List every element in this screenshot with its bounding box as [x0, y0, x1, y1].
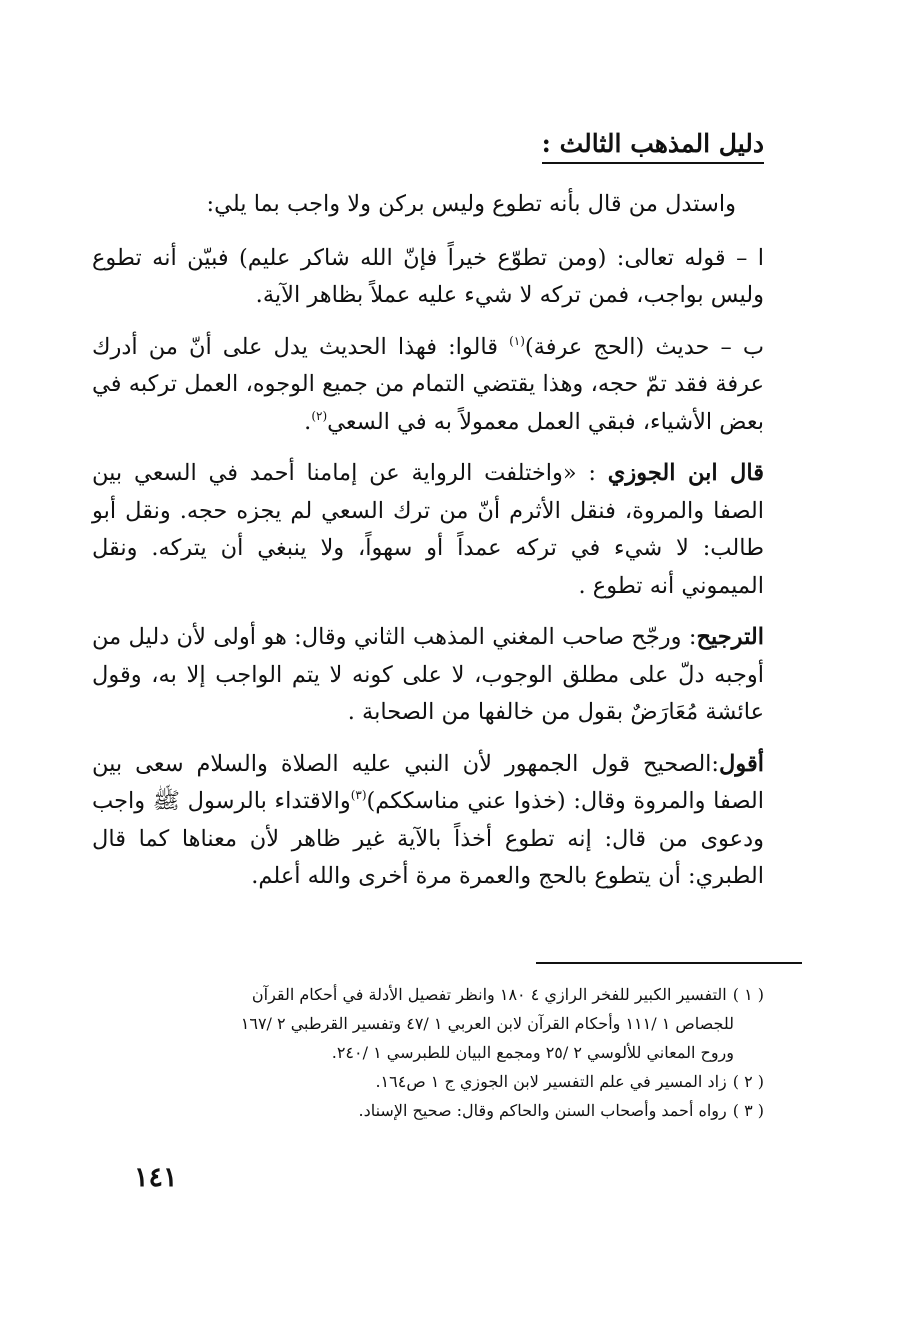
- footnote-ref-1[interactable]: (١): [509, 333, 525, 348]
- footnote-3: [92, 1096, 764, 1125]
- footnote-1: [92, 980, 764, 1009]
- tarjih-lead: الترجيح: [696, 624, 764, 650]
- tarjih-text: : ورجّح صاحب المغني المذهب الثاني وقال: هو أولى لأن دليل من أوجبه دلّ على مطلق الوجوب، لا على كونه لا يتم الواجب إلا به، وقول عائشة مُعَارَضٌ بقول من خالفها من الصحابة .: [92, 624, 764, 725]
- paragraph-ba: [92, 329, 764, 442]
- section-heading: دليل المذهب الثالث :: [542, 128, 764, 164]
- aqul-text: :الصحيح قول الجمهور لأن النبي عليه الصلاة والسلام سعى بين الصفا والمروة وقال: (خذوا عني مناسككم): [92, 750, 764, 814]
- body-text: [92, 186, 764, 910]
- footnote-line: رواه أحمد وأصحاب السنن والحاكم وقال: صحيح الإسناد.: [358, 1101, 727, 1120]
- aqul-end: والاقتداء بالرسول ﷺ واجب ودعوى من قال: إنه تطوع أخذاً بالآية غير ظاهر لأن معناها كما قال الطبري: أن يتطوع بالحج والعمرة مرة أخرى والله أعلم.: [92, 788, 764, 889]
- footnote-number: ( ٣ ): [732, 1101, 764, 1120]
- footnote-line: التفسير الكبير للفخر الرازي ٤ ١٨٠ وانظر تفصيل الأدلة في أحكام القرآن: [251, 985, 727, 1004]
- ba-start: ب – حديث (الحج عرفة): [524, 333, 764, 360]
- footnote-ref-3[interactable]: (٣): [350, 788, 367, 802]
- ba-end: قالوا: فهذا الحديث يدل على أنّ من أدرك عرفة فقد تمّ حجه، وهذا يقتضي التمام من جميع الوجوه، العمل تركبه في بعض الأشياء، فبقي العمل معمولاً به في السعي: [92, 333, 764, 435]
- intro-paragraph: واستدل من قال بأنه تطوع وليس بركن ولا واجب بما يلي:: [206, 191, 736, 217]
- paragraph-ibn-jawzi: [92, 455, 764, 605]
- footnote-line: زاد المسير في علم التفسير لابن الجوزي ج ١ ص١٦٤.: [375, 1072, 727, 1091]
- footnote-2: [92, 1067, 764, 1096]
- ba-tail: .: [304, 408, 312, 435]
- footnote-1-line-3: وروح المعاني للألوسي ٢ /٢٥ ومجمع البيان للطبرسي ١ /٢٤٠.: [331, 1043, 734, 1062]
- paragraph-aqul: [92, 746, 764, 896]
- paragraph-alif: ا – قوله تعالى: (ومن تطوّع خيراً فإنّ الله شاكر عليم) فبيّن أنه تطوع وليس بواجب، فمن تركه لا شيء عليه عملاً بظاهر الآية.: [92, 244, 764, 308]
- paragraph-tarjih: [92, 619, 764, 732]
- footnotes: [92, 980, 764, 1125]
- page-number: ١٤١: [134, 1162, 178, 1193]
- footnote-number: ( ٢ ): [732, 1072, 764, 1091]
- footnote-ref-2[interactable]: (٢): [311, 408, 328, 423]
- footnote-divider: [536, 962, 802, 964]
- footnote-number: ( ١ ): [732, 985, 764, 1004]
- ibn-jawzi-text: : «واختلفت الرواية عن إمامنا أحمد في السعي بين الصفا والمروة، فنقل الأثرم أنّ من ترك السعي لم يجزه حجه. ونقل أبو طالب: لا شيء في تركه عمداً أو سهواً، ولا ينبغي أن يتركه. ونقل الميموني أنه تطوع .: [92, 460, 764, 599]
- footnote-1-line-2: للجصاص ١ /١١١ وأحكام القرآن لابن العربي ١ /٤٧ وتفسير القرطبي ٢ /١٦٧: [240, 1014, 734, 1033]
- aqul-lead: أقول: [719, 750, 764, 777]
- ibn-jawzi-lead: قال ابن الجوزي: [607, 460, 764, 486]
